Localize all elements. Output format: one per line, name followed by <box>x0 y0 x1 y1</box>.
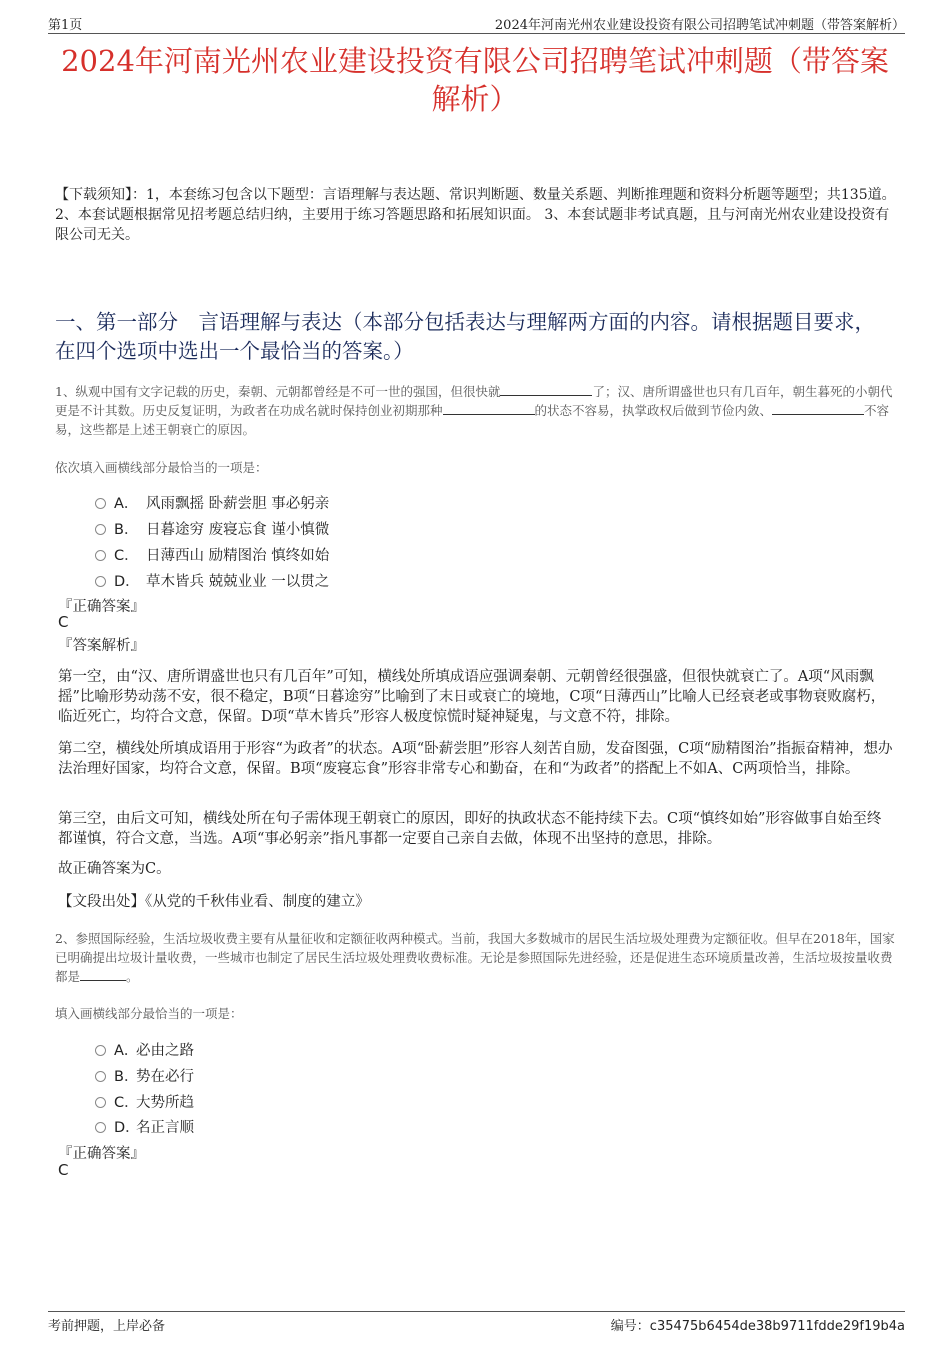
radio-icon[interactable] <box>95 1122 106 1133</box>
q1-analysis-paragraph: 第二空，横线处所填成语用于形容“为政者”的状态。A项“卧薪尝胆”形容人刻苦自励，发奋图强，C项“励精图治”指振奋精神，想办法治理好国家，均符合文意，保留。B项“废寝忘食”形容非常专心和勤奋，在和“为政者”的搭配上不如A、C两项恰当，排除。 <box>58 741 893 777</box>
header-doc-title: 2024年河南光州农业建设投资有限公司招聘笔试冲刺题（带答案解析） <box>494 18 905 33</box>
question-1-prompt: 依次填入画横线部分最恰当的一项是： <box>55 460 268 475</box>
page-footer <box>48 1311 905 1332</box>
q2-option-c[interactable]: C．大势所趋 <box>95 1091 194 1111</box>
section-title: 一、第一部分 言语理解与表达（本部分包括表达与理解两方面的内容。请根据题目要求，在四个选项中选出一个最恰当的答案。） <box>55 310 875 363</box>
q2-answer: C <box>58 1161 69 1179</box>
q1-option-a[interactable]: A． 风雨飘摇 卧薪尝胆 事必躬亲 <box>95 492 329 512</box>
blank-line <box>443 402 535 415</box>
radio-icon[interactable] <box>95 1045 106 1056</box>
blank-line <box>772 402 864 415</box>
footer-code: 编号：c35475b6454de38b9711fdde29f19b4a <box>610 1319 905 1334</box>
question-2-prompt: 填入画横线部分最恰当的一项是： <box>55 1006 243 1021</box>
q1-answer: C <box>58 613 69 631</box>
q1-conclusion: 故正确答案为C。 <box>58 861 171 877</box>
question-1-text: 1、纵观中国有文字记载的历史，秦朝、元朝都曾经是不可一世的强国，但很快就 了；汉、唐所谓盛世也只有几百年，朝生暮死的小朝代更是不计其数。历史反复证明，为政者在功成名就时保持创业初期那种 的状态不容易，执掌政权后做到节俭内敛、 不容易，这些都是上述王朝衰亡的原因。 <box>55 384 893 437</box>
q1-answer-label: 『正确答案』 <box>58 599 145 615</box>
q1-option-b[interactable]: B． 日暮途穷 废寝忘食 谨小慎微 <box>95 518 329 538</box>
radio-icon[interactable] <box>95 1097 106 1108</box>
radio-icon[interactable] <box>95 576 106 587</box>
q1-source: 【文段出处】《从党的千秋伟业看、制度的建立》 <box>58 894 370 910</box>
q2-option-d[interactable]: D．名正言顺 <box>95 1116 194 1136</box>
document-title: 2024年河南光州农业建设投资有限公司招聘笔试冲刺题（带答案解析） <box>61 44 889 116</box>
q1-analysis-paragraph: 第一空，由“汉、唐所谓盛世也只有几百年”可知，横线处所填成语应强调秦朝、元朝曾经很强盛，但很快就衰亡了。A项“风雨飘摇”比喻形势动荡不安，很不稳定，B项“日暮途穷”比喻到了末日或衰亡的境地，C项“日薄西山”比喻人已经衰老或事物衰败腐朽，临近死亡，均符合文意，保留。D项“草木皆兵”形容人极度惊慌时疑神疑鬼，与文意不符，排除。 <box>58 669 886 725</box>
page-header <box>48 14 905 34</box>
download-notice: 【下载须知】：1，本套练习包含以下题型：言语理解与表达题、常识判断题、数量关系题、判断推理题和资料分析题等题型；共135道。 2、本套试题根据常见招考题总结归纳，主要用于练习答题思路和拓展知识面。 3、本套试题非考试真题，且与河南光州农业建设投资有限公司无关。 <box>55 187 896 243</box>
blank-line <box>80 968 126 981</box>
footer-slogan: 考前押题，上岸必备 <box>48 1319 166 1334</box>
radio-icon[interactable] <box>95 498 106 509</box>
q1-analysis-label: 『答案解析』 <box>58 638 145 654</box>
q2-answer-label: 『正确答案』 <box>58 1146 145 1162</box>
radio-icon[interactable] <box>95 1071 106 1082</box>
blank-line <box>500 383 592 396</box>
radio-icon[interactable] <box>95 524 106 535</box>
q2-option-b[interactable]: B．势在必行 <box>95 1065 194 1085</box>
question-2-text: 2、参照国际经验，生活垃圾收费主要有从量征收和定额征收两种模式。当前，我国大多数城市的居民生活垃圾处理费为定额征收。但早在2018年，国家已明确提出垃圾计量收费，一些城市也制定了居民生活垃圾处理费收费标准。无论是参照国际先进经验，还是促进生态环境质量改善，生活垃圾按量收费都是 。 <box>55 931 895 984</box>
q1-option-d[interactable]: D． 草木皆兵 兢兢业业 一以贯之 <box>95 570 329 590</box>
q1-analysis-paragraph: 第三空，由后文可知，横线处所在句子需体现王朝衰亡的原因，即好的执政状态不能持续下去。C项“慎终如始”形容做事自始至终都谨慎，符合文意，当选。A项“事必躬亲”指凡事都一定要自己亲自去做，体现不出坚持的意思，排除。 <box>58 811 882 847</box>
q2-option-a[interactable]: A．必由之路 <box>95 1039 194 1059</box>
q1-option-c[interactable]: C． 日薄西山 励精图治 慎终如始 <box>95 544 329 564</box>
page-number: 第1页 <box>48 18 83 33</box>
radio-icon[interactable] <box>95 550 106 561</box>
